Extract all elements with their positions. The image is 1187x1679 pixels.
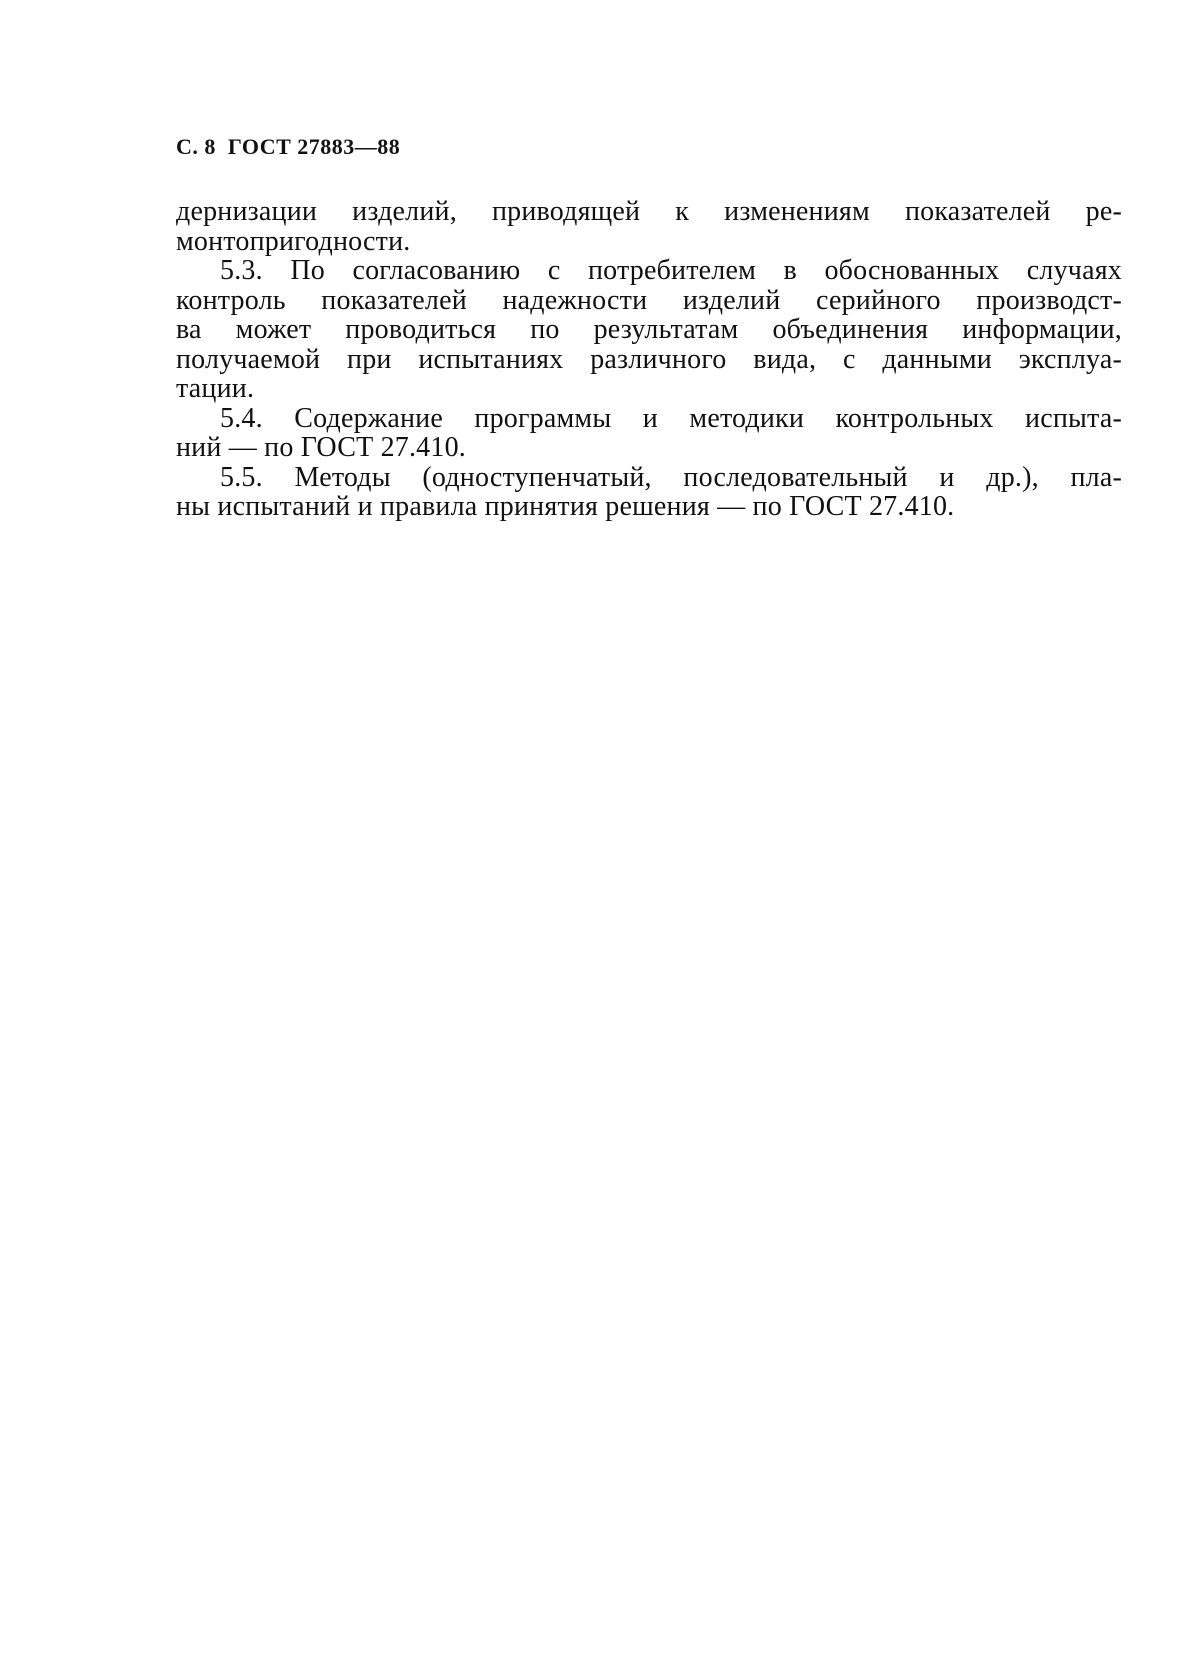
text-line: 5.3. По согласованию с потребителем в обоснованных случаях bbox=[220, 255, 1122, 286]
paragraph-5-3 bbox=[176, 256, 1122, 404]
text-line: дернизации изделий, приводящей к изменениям показателей ре- bbox=[176, 196, 1122, 227]
paragraph-5-5 bbox=[176, 463, 1122, 522]
document-body bbox=[176, 197, 1122, 522]
paragraph-5-4 bbox=[176, 404, 1122, 463]
text-line: 5.4. Содержание программы и методики контрольных испыта- bbox=[220, 402, 1122, 434]
text-line: 5.5. Методы (одноступенчатый, последовательный и др.), пла- bbox=[220, 461, 1122, 493]
text-line: ний — по ГОСТ 27.410. bbox=[176, 432, 466, 463]
paragraph-continuation bbox=[176, 197, 1122, 256]
text-line: контроль показателей надежности изделий серийного производст- bbox=[176, 284, 1122, 316]
text-line: тации. bbox=[176, 373, 255, 404]
text-line: монтопригодности. bbox=[176, 225, 411, 257]
page-header: С. 8 ГОСТ 27883—88 bbox=[176, 134, 401, 159]
text-line: ны испытаний и правила принятия решения — по ГОСТ 27.410. bbox=[176, 491, 955, 522]
text-line: получаемой при испытаниях различного вида, с данными эксплуа- bbox=[176, 343, 1122, 375]
text-line: ва может проводиться по результатам объединения информации, bbox=[176, 314, 1122, 345]
